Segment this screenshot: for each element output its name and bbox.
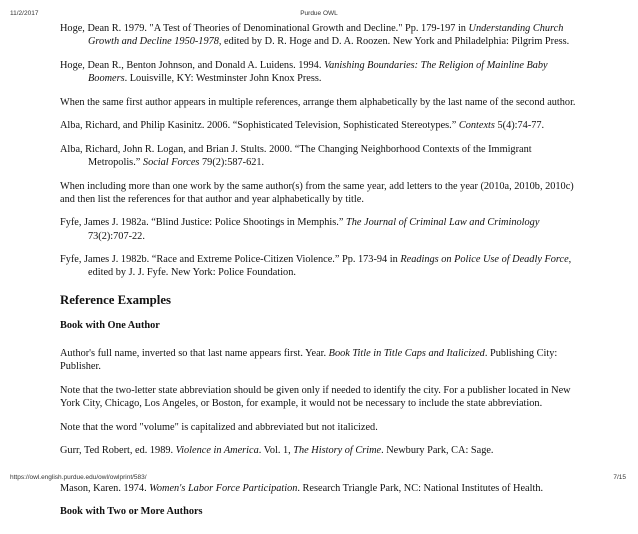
print-date: 11/2/2017 [10,10,39,17]
reference-entry: Hoge, Dean R., Benton Johnson, and Donald A. Luidens. 1994. Vanishing Boundaries: The Religion of Mainline Baby Boomers. Louisville, KY: Westminster John Knox Press. [60,59,548,84]
page-url: https://owl.english.purdue.edu/owl/owlprint/583/ [10,474,147,481]
subheading-two-authors: Book with Two or More Authors [60,506,203,518]
reference-entry: Hoge, Dean R. 1979. "A Test of Theories of Denominational Growth and Decline." Pp. 179-197 in Understanding Church Growth and Decline 1950-1978, edited by D. R. Hoge and D. A. Roozen. New York and Philadelphia: Pilgrim Press. [60,23,570,48]
reference-entry: Alba, Richard, and Philip Kasinitz. 2006. “Sophisticated Television, Sophisticated Stereotypes.” Contexts 5(4):74-77. [60,120,545,132]
section-heading: Reference Examples [60,292,171,307]
reference-entry: Fyfe, James J. 1982a. “Blind Justice: Police Shootings in Memphis.” The Journal of Criminal Law and Criminology 73(2):707-22. [60,217,540,242]
format-template: Author's full name, inverted so that last name appears first. Year. Book Title in Title Caps and Italicized. Publishing City: Publisher. [60,347,558,373]
reference-entry: Fyfe, James J. 1982b. “Race and Extreme Police-Citizen Violence.” Pp. 173-94 in Readings on Police Use of Deadly Force, edited by J. J. Fyfe. New York: Police Foundation. [60,254,572,279]
note-volume: Note that the word "volume" is capitalized and abbreviated but not italicized. [60,421,378,433]
subheading-one-author: Book with One Author [60,319,160,331]
note-same-author: When the same first author appears in multiple references, arrange them alphabetically by the last name of the second author. [60,96,576,108]
note-state-abbreviation: Note that the two-letter state abbreviation should be given only if needed to identify the city. For a publisher located in New York City, Chicago, Los Angeles, or Boston, for example, it would not be necessary to include the state abbreviation. [60,384,571,409]
print-title: Purdue OWL [300,10,338,17]
note-same-year: When including more than one work by the same author(s) from the same year, add letters to the year (2010a, 2010b, 2010c) and then list the references for that author and year alphabetically by title. [60,180,574,205]
reference-entry: Alba, Richard, John R. Logan, and Brian J. Stults. 2000. “The Changing Neighborhood Contexts of the Immigrant Metropolis.” Social Forces 79(2):587-621. [60,143,532,168]
document-body [60,22,580,534]
reference-entry: Gurr, Ted Robert, ed. 1989. Violence in America. Vol. 1, The History of Crime. Newbury Park, CA: Sage. [60,445,494,457]
reference-entry: Mason, Karen. 1974. Women's Labor Force Participation. Research Triangle Park, NC: National Institutes of Health. [60,482,544,494]
page-number: 7/15 [613,474,626,481]
